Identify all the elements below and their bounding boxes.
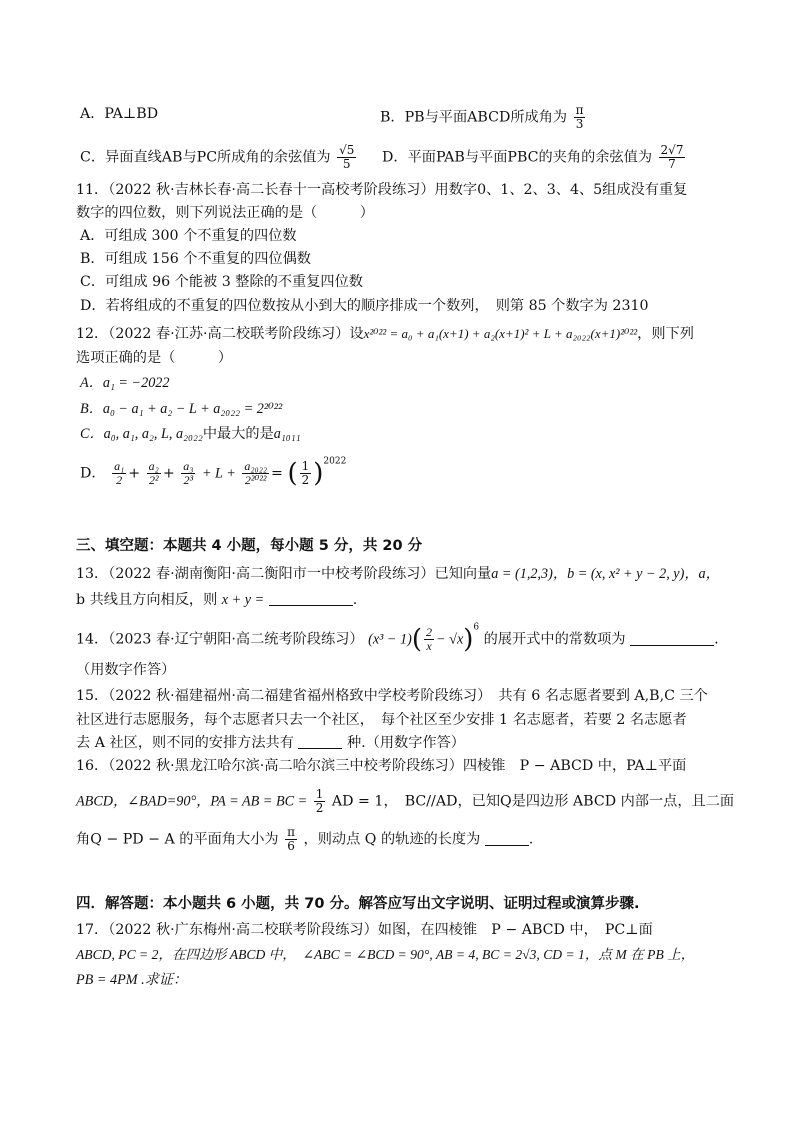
q12-option-c [80, 424, 301, 444]
q12-option-b: B．a₀ − a₁ + a₂ − L + a₂₀₂₂ = 2²⁰²² [80, 401, 283, 417]
q14-stem-tail: 的展开式中的常数项为 [483, 631, 626, 648]
q17-stem-line1: 17．（2022 秋·广东梅州·高二校联考阶段练习）如图，在四棱锥 P − ABCD 中， PC⊥面 [76, 922, 653, 938]
q16-line3-tail: ，则动点 Q 的轨迹的长度为 [303, 831, 481, 848]
fraction-denominator: 2 [315, 801, 324, 815]
q15-stem-line3 [76, 733, 465, 753]
q12-d-exponent: 2022 [323, 456, 347, 467]
q13-line2-text: b 共线且方向相反，则 [76, 592, 218, 608]
q16-stem-line2 [76, 788, 734, 815]
fraction-denominator: 2 [116, 473, 123, 487]
q16-line2-text: ABCD，∠BAD=90°，PA = AB = BC = [76, 793, 308, 810]
fraction-numerator: a₃ [183, 459, 194, 473]
q15-line3-tail: 种.（用数字作答） [346, 735, 465, 751]
fraction-numerator: π [575, 103, 584, 117]
q12-option-c-seq: C．a₀, a₁, a₂, L, a₂₀₂₂ [80, 426, 203, 442]
paren-right-icon: ) [313, 458, 324, 489]
q15-stem-line1: 15．（2022 秋·福建福州·高二福建省福州格致中学校考阶段练习） 共有 6 名志愿者要到 A,B,C 三个 [76, 688, 708, 704]
q10-option-b-text: B．PB与平面ABCD所成角为 [380, 109, 568, 126]
fraction-numerator: 1 [315, 787, 324, 801]
q11-option-c: C．可组成 96 个能被 3 整除的不重复四位数 [80, 274, 363, 290]
q14-fraction [424, 626, 434, 653]
answer-blank[interactable] [485, 831, 529, 846]
q12-d-half [300, 460, 312, 487]
q13-stem-line1 [76, 564, 720, 584]
q16-line3-text: 角Q − PD − A 的平面角大小为 [76, 831, 279, 848]
q12-d-frac1 [112, 460, 126, 487]
q10-option-c [80, 144, 358, 171]
q12-d-frac3 [181, 460, 195, 487]
fraction-numerator: 1 [301, 459, 310, 473]
fraction-numerator: π [287, 825, 296, 839]
q13-tail: a， [698, 566, 720, 582]
fraction-denominator: 3 [575, 117, 584, 131]
q12-stem-line2: 选项正确的是（ ） [76, 350, 233, 366]
q16-half-fraction [314, 788, 326, 815]
q13-end: . [352, 592, 358, 608]
q14-exponent: 6 [473, 622, 480, 633]
fraction-numerator: √5 [339, 143, 355, 157]
q10-option-b-fraction [574, 104, 586, 131]
fraction-numerator: a₂ [148, 459, 159, 473]
fraction-denominator: 7 [668, 157, 676, 171]
q11-option-b: B．可组成 156 个不重复的四位偶数 [80, 251, 311, 267]
q12-d-dots: + L + [201, 465, 236, 482]
q13-stem-line2 [76, 590, 357, 610]
fraction-denominator: 2²⁰²² [244, 473, 267, 487]
answer-blank[interactable] [630, 631, 714, 646]
q16-pi-fraction [285, 826, 297, 853]
q16-end: . [528, 831, 534, 848]
q13-stem-text: 13．（2022 春·湖南衡阳·高二衡阳市一中校考阶段练习）已知向量 [76, 566, 492, 582]
q10-option-d [382, 144, 687, 171]
fraction-denominator: 2³ [183, 473, 194, 487]
q10-option-b [380, 104, 587, 131]
q10-option-c-fraction [337, 144, 356, 171]
q13-expression: x + y = [221, 592, 265, 608]
q11-option-a: A．可组成 300 个不重复的四位数 [80, 228, 297, 244]
paren-left-icon: ( [287, 458, 298, 489]
answer-blank[interactable] [298, 734, 342, 749]
q12-formula: x²⁰²² = a₀ + a₁(x+1) + a₂(x+1)² + L + a₂₀₂₂(x+1)²⁰²² [363, 326, 638, 341]
fraction-numerator: a₂₀₂₂ [244, 459, 268, 473]
q12-d-frac2 [147, 460, 161, 487]
q14-factor: (x³ − 1) [368, 631, 412, 648]
fraction-numerator: a₁ [114, 459, 125, 473]
q16-stem-line3 [76, 826, 533, 853]
q14-end: . [714, 631, 719, 648]
section-3-title: 三、填空题：本题共 4 小题，每小题 5 分，共 20 分 [76, 538, 423, 554]
q12-stem-text: 12．（2022 春·江苏·高二校联考阶段练习）设 [76, 326, 364, 342]
fraction-denominator: 2² [148, 473, 159, 487]
q13-vector-a: a = (1,2,3) [491, 566, 553, 582]
q10-option-d-text: D．平面PAB与平面PBC的夹角的余弦值为 [382, 149, 653, 166]
q14-stem-line1 [76, 622, 719, 655]
q15-stem-line2: 社区进行志愿服务，每个志愿者只去一个社区， 每个社区至少安排 1 名志愿者，若要 2 名志愿者 [76, 712, 687, 728]
q12-option-a: A．a₁ = −2022 [80, 375, 170, 391]
fraction-denominator: 2 [301, 473, 310, 487]
q17-stem-line2: ABCD, PC = 2，在四边形 ABCD 中， ∠ABC = ∠BCD = 90°, AB = 4, BC = 2√3, CD = 1，点 M 在 PB 上， [76, 947, 695, 962]
q14-stem-line2: （用数字作答） [76, 662, 176, 678]
answer-blank[interactable] [269, 591, 353, 606]
q12-option-d: D． $\frac{\text{a₁}}{2}$ + $\frac{\text{a₂}}{\text{2²}}$ + $\frac{\text{a₃}}{\text{2³}}$ + L + $\frac{\text{a₂₀₂₂}}{\text{2²⁰²²}}$ = ( $\frac{1}{2}$ )$^{2022}$ [80, 456, 347, 489]
q14-sqrt: − √x [436, 631, 464, 648]
q11-stem-line1: 11．（2022 秋·吉林长春·高二长春十一高校考阶段练习）用数字0、1、2、3、4、5组成没有重复 [76, 182, 688, 198]
q10-option-c-text: C．异面直线AB与PC所成角的余弦值为 [80, 149, 331, 166]
fraction-numerator: 2√7 [660, 143, 684, 157]
paren-left-icon: ( [411, 624, 423, 655]
q17-stem-line3: PB = 4PM .求证： [76, 972, 188, 988]
q11-option-d: D．若将组成的不重复的四位数按从小到大的顺序排成一个数列， 则第 85 个数字为 2310 [80, 298, 649, 314]
q16-line2-tail: AD = 1， BC//AD，已知Q是四边形 ABCD 内部一点，且二面 [331, 793, 735, 810]
fraction-denominator: x [426, 639, 432, 653]
fraction-numerator: 2 [426, 625, 433, 639]
q12-option-d-label: D． [80, 465, 106, 482]
q14-stem-text: 14．（2023 春·辽宁朝阳·高二统考阶段练习） [76, 631, 364, 648]
q13-vector-b: ，b = (x, x² + y − 2, y)， [552, 566, 699, 582]
q10-option-d-fraction [659, 144, 686, 171]
q10-option-a: A．PA⊥BD [80, 106, 159, 122]
fraction-denominator: 6 [287, 839, 295, 853]
paren-right-icon: ) [463, 624, 474, 655]
q12-stem-line1 [76, 324, 694, 344]
q12-stem-tail: ，则下列 [637, 326, 694, 342]
fraction-denominator: 5 [342, 157, 351, 171]
q12-option-c-term: a₁₀₁₁ [273, 426, 301, 442]
q12-d-frac4 [242, 460, 269, 487]
q16-stem-line1: 16．（2022 秋·黑龙江哈尔滨·高二哈尔滨三中校考阶段练习）四棱锥 P − ABCD 中，PA⊥平面 [76, 758, 687, 774]
q12-option-c-text: 中最大的是 [202, 426, 274, 442]
q11-stem-line2: 数字的四位数，则下列说法正确的是（ ） [76, 205, 374, 221]
q15-line3-text: 去 A 社区，则不同的安排方法共有 [76, 735, 294, 751]
section-4-title: 四．解答题：本小题共 6 小题，共 70 分。解答应写出文字说明、证明过程或演算步骤. [76, 896, 640, 912]
